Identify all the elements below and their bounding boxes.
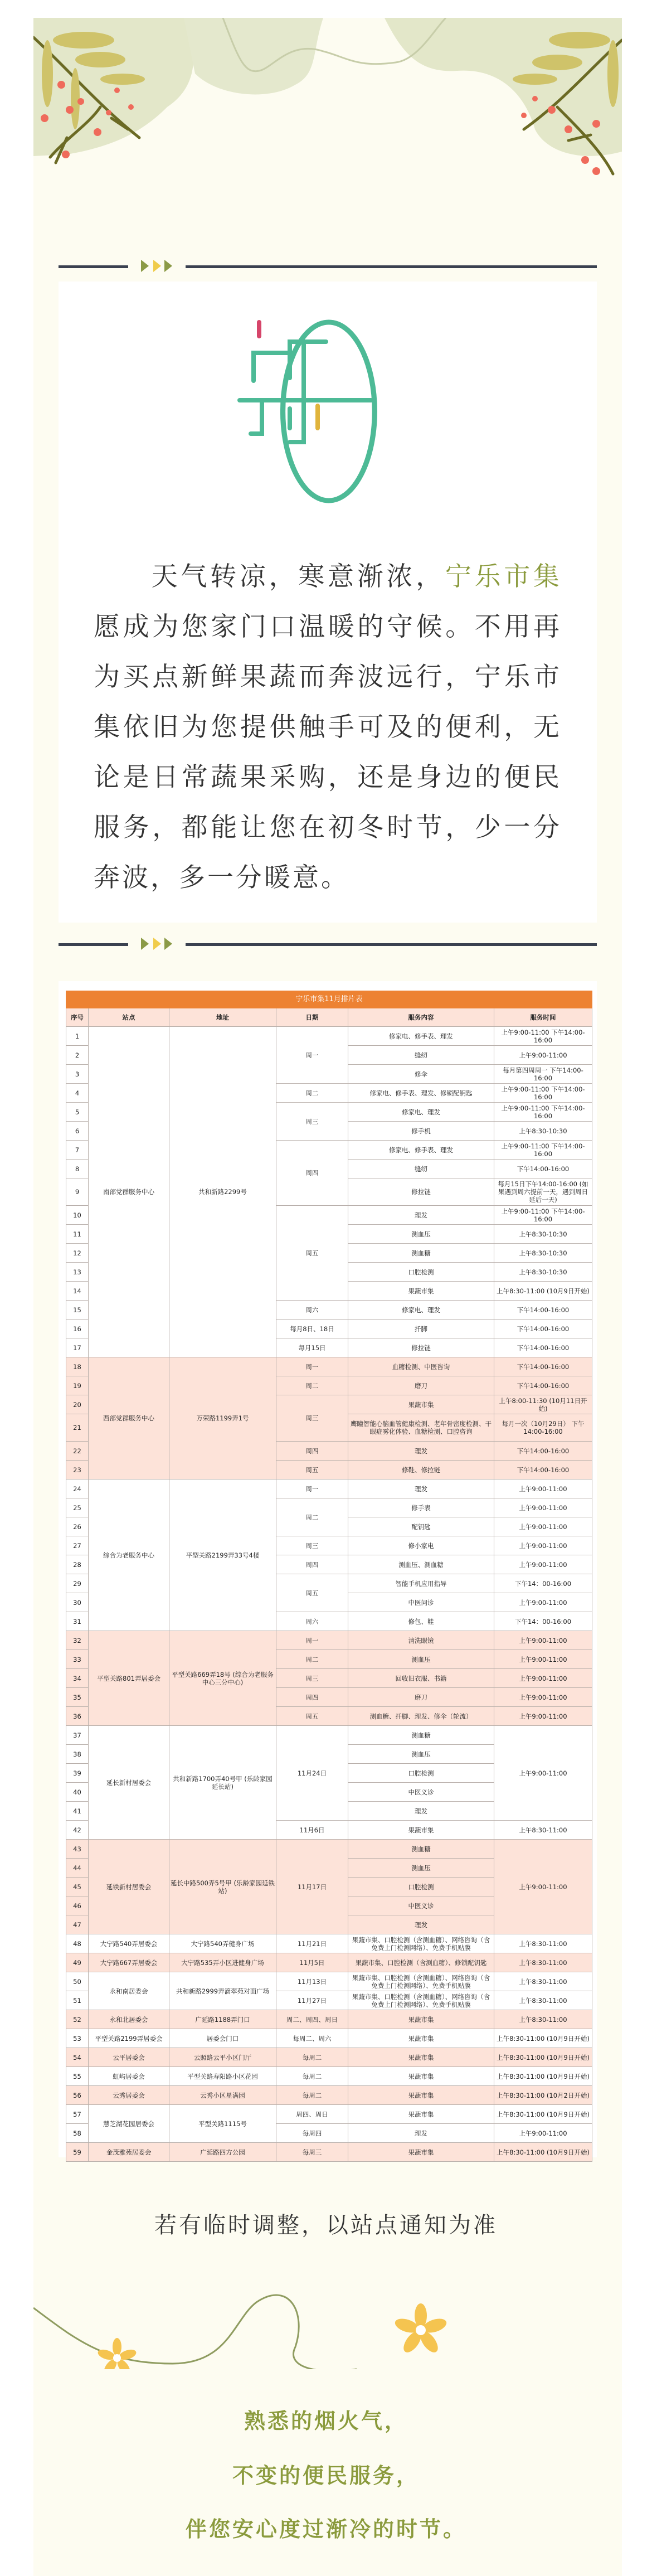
- cell-no: 53: [66, 2029, 89, 2048]
- cell-service: 修家电、修手表、理发: [348, 1027, 494, 1046]
- cell-service: 果蔬市集: [348, 2029, 494, 2048]
- cell-address: 平型关路寿阳路小区花园: [169, 2067, 276, 2086]
- cell-no: 41: [66, 1802, 89, 1821]
- cell-no: 17: [66, 1338, 89, 1357]
- section-divider: [59, 264, 597, 269]
- cell-address: 共和新路2299号: [169, 1027, 276, 1357]
- cell-no: 51: [66, 1991, 89, 2010]
- cell-service: 测血压: [348, 1745, 494, 1764]
- table-row: [66, 2086, 592, 2105]
- cell-service: 中医义诊: [348, 1783, 494, 1802]
- cell-address: 平型关路669弄18号 (综合为老服务中心三分中心): [169, 1631, 276, 1726]
- cell-time: 上午9:00-11:00: [494, 1498, 592, 1517]
- cell-service: 修拉链: [348, 1338, 494, 1357]
- col-header-service: 服务内容: [348, 1008, 494, 1027]
- cell-date: 11月6日: [276, 1821, 348, 1840]
- cell-station: 平型关路801弄居委会: [89, 1631, 169, 1726]
- cell-service: 缝纫: [348, 1046, 494, 1065]
- table-row: [66, 1027, 592, 1046]
- cell-no: 4: [66, 1084, 89, 1103]
- cell-time: 下午14:00-16:00: [494, 1319, 592, 1338]
- cell-date: 11月13日: [276, 1972, 348, 1991]
- cell-time: 上午8:30-11:00 (10月2日开始): [494, 2086, 592, 2105]
- cell-date: 每周二: [276, 2067, 348, 2086]
- cell-service: 鹰瞳智能心脑血管健康检测、老年骨密度检测、干眼症雾化体验、血糖检测、口腔咨询: [348, 1414, 494, 1442]
- cell-time: 上午9:00-11:00: [494, 1536, 592, 1555]
- cell-date: 每月8日、18日: [276, 1319, 348, 1338]
- cell-service: 血糖检测、中医咨询: [348, 1357, 494, 1376]
- cell-no: 47: [66, 1915, 89, 1934]
- flower-vine-decoration: [33, 2280, 591, 2369]
- cell-time: 上午9:00-11:00 下午14:00-16:00: [494, 1141, 592, 1160]
- cell-station: 大宁路540弄居委会: [89, 1934, 169, 1953]
- cell-no: 58: [66, 2124, 89, 2143]
- cell-date: 11月21日: [276, 1934, 348, 1953]
- cell-service: 理发: [348, 1479, 494, 1498]
- cell-no: 37: [66, 1726, 89, 1745]
- cell-service: 中医义诊: [348, 1896, 494, 1915]
- cell-no: 40: [66, 1783, 89, 1802]
- cell-no: 35: [66, 1688, 89, 1707]
- cell-service: 口腔检测: [348, 1878, 494, 1896]
- cell-service: 磨刀: [348, 1688, 494, 1707]
- cell-service: 磨刀: [348, 1376, 494, 1395]
- cell-service: 清洗眼镜: [348, 1631, 494, 1650]
- cell-service: 修包、鞋: [348, 1612, 494, 1631]
- cell-service: 果蔬市集: [348, 1821, 494, 1840]
- cell-time: 上午8:30-11:00 (10月9日开始): [494, 2029, 592, 2048]
- table-row: [66, 2105, 592, 2124]
- cell-time: 上午9:00-11:00: [494, 1046, 592, 1065]
- cell-service: 修手表: [348, 1498, 494, 1517]
- cell-station: 金茂雅苑居委会: [89, 2143, 169, 2162]
- cell-service: 测血压: [348, 1225, 494, 1244]
- cell-service: 修鞋、修拉链: [348, 1461, 494, 1479]
- cell-address: 平型关路1115号: [169, 2105, 276, 2143]
- table-row: [66, 1631, 592, 1650]
- cell-address: 平型关路2199弄33号4楼: [169, 1479, 276, 1631]
- cell-service: 测血压、测血糖: [348, 1555, 494, 1574]
- cell-no: 9: [66, 1178, 89, 1206]
- cell-address: 大宁路540弄健身广场: [169, 1934, 276, 1953]
- cell-date: 周五: [276, 1461, 348, 1479]
- cell-service: 测血糖、扦脚、理发、修伞（轮流）: [348, 1707, 494, 1726]
- cell-service: 配钥匙: [348, 1517, 494, 1536]
- cell-address: 共和新路2999弄滴翠苑对面广场: [169, 1972, 276, 2010]
- cell-service: 果蔬市集: [348, 2010, 494, 2029]
- cell-station: 永和南居委会: [89, 1972, 169, 2010]
- cell-service: 测血糖: [348, 1840, 494, 1859]
- ningle-logo-icon: [234, 319, 418, 503]
- cell-no: 44: [66, 1859, 89, 1878]
- cell-address: 广延路1188弄门口: [169, 2010, 276, 2029]
- cell-no: 25: [66, 1498, 89, 1517]
- cell-time: 上午8:30-10:30: [494, 1244, 592, 1263]
- cell-service: 修家电、修手表、理发、修锁配钥匙: [348, 1084, 494, 1103]
- section-divider: [59, 942, 597, 947]
- cell-no: 6: [66, 1122, 89, 1141]
- cell-service: 果蔬市集: [348, 2067, 494, 2086]
- arrow-icon: [164, 938, 172, 950]
- schedule-table: [66, 991, 592, 2162]
- cell-service: 理发: [348, 1442, 494, 1461]
- cell-service: 理发: [348, 1206, 494, 1225]
- cell-date: 周二: [276, 1084, 348, 1103]
- cell-no: 54: [66, 2048, 89, 2067]
- cell-service: 果蔬市集、口腔检测（含测血糖）、网络咨询（含免费上门检测网络）、免费手机贴膜: [348, 1991, 494, 2010]
- cell-date: 周二: [276, 1498, 348, 1536]
- cell-no: 5: [66, 1103, 89, 1122]
- cell-no: 42: [66, 1821, 89, 1840]
- cell-date: 周二、周四、周日: [276, 2010, 348, 2029]
- cell-date: 11月17日: [276, 1840, 348, 1934]
- cell-address: 延长中路500弄5号甲 (乐龄家园延铁站): [169, 1840, 276, 1934]
- cell-date: 11月24日: [276, 1726, 348, 1821]
- intro-body: 愿成为您家门口温暖的守候。不用再为买点新鲜果蔬而奔波远行，宁乐市集依旧为您提供触手可及的便利，无论是日常蔬果采购，还是身边的便民服务，都能让您在初冬时节，少一分奔波，多一分暖意。: [94, 612, 562, 893]
- cell-no: 10: [66, 1206, 89, 1225]
- closing-line-2: 不变的便民服务，: [232, 2463, 420, 2488]
- cell-no: 48: [66, 1934, 89, 1953]
- cell-no: 31: [66, 1612, 89, 1631]
- cell-date: 每周二: [276, 2048, 348, 2067]
- cell-service: 修家电、理发: [348, 1301, 494, 1319]
- cell-service: 修家电、修手表、理发: [348, 1141, 494, 1160]
- cell-service: 测血压: [348, 1650, 494, 1669]
- cell-time: 下午14:00-16:00: [494, 1461, 592, 1479]
- cell-service: 理发: [348, 2124, 494, 2143]
- cell-service: 果蔬市集、口腔检测（含测血糖）、网络咨询（含免费上门检测网络）、免费手机贴膜: [348, 1972, 494, 1991]
- cell-no: 11: [66, 1225, 89, 1244]
- cell-time: 上午8:30-11:00 (10月9日开始): [494, 2067, 592, 2086]
- cell-station: 南部党群服务中心: [89, 1027, 169, 1357]
- cell-address: 云照路云平小区门厅: [169, 2048, 276, 2067]
- cell-no: 34: [66, 1669, 89, 1688]
- cell-date: 周二: [276, 1376, 348, 1395]
- cell-date: 周一: [276, 1027, 348, 1084]
- cell-no: 21: [66, 1414, 89, 1442]
- cell-time: 上午9:00-11:00: [494, 1517, 592, 1536]
- cell-address: 居委会门口: [169, 2029, 276, 2048]
- cell-no: 1: [66, 1027, 89, 1046]
- cell-date: 周三: [276, 1536, 348, 1555]
- cell-service: 修拉链: [348, 1178, 494, 1206]
- cell-no: 38: [66, 1745, 89, 1764]
- cell-service: 回收旧衣服、书籍: [348, 1669, 494, 1688]
- cell-time: 每月一次（10月29日） 下午14:00-16:00: [494, 1414, 592, 1442]
- cell-service: 测血糖: [348, 1726, 494, 1745]
- cell-service: 扦脚: [348, 1319, 494, 1338]
- brand-highlight: 宁乐市集: [445, 561, 562, 592]
- cell-station: 综合为老服务中心: [89, 1479, 169, 1631]
- cell-date: 每月15日: [276, 1338, 348, 1357]
- cell-time: 每月15日下午14:00-16:00 (如果遇到周六提前一天，遇到周日延后一天): [494, 1178, 592, 1206]
- cell-time: 上午8:30-11:00: [494, 1934, 592, 1953]
- cell-date: 周四: [276, 1442, 348, 1461]
- table-row: [66, 1934, 592, 1953]
- cell-service: 理发: [348, 1802, 494, 1821]
- cell-date: 周二: [276, 1650, 348, 1669]
- col-header-no: 序号: [66, 1008, 89, 1027]
- table-row: [66, 1479, 592, 1498]
- arrow-icon: [141, 938, 149, 950]
- table-row: [66, 2143, 592, 2162]
- cell-service: 果蔬市集: [348, 2086, 494, 2105]
- cell-time: 上午8:30-11:00 (10月9日开始): [494, 2105, 592, 2124]
- cell-time: 上午8:30-11:00 (10月9日开始): [494, 1282, 592, 1301]
- cell-time: 下午14:00-16:00: [494, 1376, 592, 1395]
- closing-line-3: 伴您安心度过渐冷的时节。: [185, 2517, 466, 2541]
- cell-no: 27: [66, 1536, 89, 1555]
- cell-address: 大宁路535弄小区进健身广场: [169, 1953, 276, 1972]
- cell-date: 周六: [276, 1301, 348, 1319]
- cell-no: 55: [66, 2067, 89, 2086]
- cell-address: 共和新路1700弄40号甲 (乐龄家园延长站): [169, 1726, 276, 1840]
- table-row: [66, 1726, 592, 1745]
- cell-date: 周四、周日: [276, 2105, 348, 2124]
- cell-date: 周三: [276, 1103, 348, 1141]
- cell-station: 延铁新村居委会: [89, 1840, 169, 1934]
- cell-time: 上午9:00-11:00: [494, 1593, 592, 1612]
- cell-time: 上午8:30-10:30: [494, 1122, 592, 1141]
- cell-time: 上午9:00-11:00: [494, 1669, 592, 1688]
- cell-service: 理发: [348, 1915, 494, 1934]
- cell-time: 上午8:30-11:00: [494, 1953, 592, 1972]
- cell-no: 46: [66, 1896, 89, 1915]
- table-row: [66, 2048, 592, 2067]
- cell-date: 11月5日: [276, 1953, 348, 1972]
- cell-no: 32: [66, 1631, 89, 1650]
- schedule-body: [66, 1027, 592, 2162]
- cell-time: 上午8:30-11:00 (10月9日开始): [494, 2143, 592, 2162]
- cell-no: 2: [66, 1046, 89, 1065]
- cell-no: 30: [66, 1593, 89, 1612]
- cell-service: 果蔬市集: [348, 2105, 494, 2124]
- cell-time: 上午8:30-10:30: [494, 1225, 592, 1244]
- intro-paragraph: [94, 552, 562, 903]
- adjustment-notice: 若有临时调整，以站点通知为准: [154, 2213, 498, 2238]
- intro-lead: 天气转凉，寒意渐浓，: [150, 561, 445, 592]
- cell-no: 19: [66, 1376, 89, 1395]
- cell-no: 15: [66, 1301, 89, 1319]
- cell-date: 周三: [276, 1669, 348, 1688]
- cell-service: 果蔬市集、口腔检测（含测血糖）、修锁配钥匙: [348, 1953, 494, 1972]
- cell-service: 修伞: [348, 1065, 494, 1084]
- cell-no: 16: [66, 1319, 89, 1338]
- cell-date: 周五: [276, 1206, 348, 1301]
- cell-time: 下午14:00-16:00: [494, 1338, 592, 1357]
- arrow-icon: [141, 260, 149, 272]
- table-title: 宁乐市集11月排片表: [66, 991, 592, 1008]
- cell-service: 缝纫: [348, 1160, 494, 1178]
- arrow-icon: [153, 260, 161, 272]
- cell-time: 下午14：00-16:00: [494, 1574, 592, 1593]
- table-row: [66, 1357, 592, 1376]
- cell-time: 上午8:30-11:00: [494, 1972, 592, 1991]
- cell-service: 智能手机应用指导: [348, 1574, 494, 1593]
- cell-date: 周三: [276, 1395, 348, 1442]
- cell-time: 上午9:00-11:00: [494, 1555, 592, 1574]
- cell-time: 上午8:30-10:30: [494, 1263, 592, 1282]
- cell-time: 下午14：00-16:00: [494, 1612, 592, 1631]
- cell-station: 永和北居委会: [89, 2010, 169, 2029]
- cell-time: 上午8:30-11:00 (10月9日开始): [494, 2048, 592, 2067]
- cell-time: 上午8:30-11:00: [494, 1991, 592, 2010]
- cell-station: 慧芝湖花园居委会: [89, 2105, 169, 2143]
- cell-date: 每周二、周六: [276, 2029, 348, 2048]
- cell-no: 3: [66, 1065, 89, 1084]
- cell-station: 西部党群服务中心: [89, 1357, 169, 1479]
- cell-no: 23: [66, 1461, 89, 1479]
- col-header-time: 服务时间: [494, 1008, 592, 1027]
- cell-time: 每月第四周周一 下午14:00-16:00: [494, 1065, 592, 1084]
- cell-date: 每周三: [276, 2143, 348, 2162]
- cell-time: 上午8:00-11:30 (10月11日开始): [494, 1395, 592, 1414]
- cell-date: 周一: [276, 1357, 348, 1376]
- cell-station: 延长新村居委会: [89, 1726, 169, 1840]
- cell-date: 周四: [276, 1688, 348, 1707]
- cell-time: 上午9:00-11:00: [494, 1479, 592, 1498]
- arrow-icon: [164, 260, 172, 272]
- col-header-address: 地址: [169, 1008, 276, 1027]
- cell-no: 43: [66, 1840, 89, 1859]
- cell-date: 周一: [276, 1631, 348, 1650]
- cell-date: 周四: [276, 1141, 348, 1206]
- cell-no: 28: [66, 1555, 89, 1574]
- cell-station: 云秀居委会: [89, 2086, 169, 2105]
- cell-address: 万荣路1199弄1号: [169, 1357, 276, 1479]
- cell-no: 39: [66, 1764, 89, 1783]
- cell-station: 大宁路667弄居委会: [89, 1953, 169, 1972]
- cell-time: 上午9:00-11:00 下午14:00-16:00: [494, 1084, 592, 1103]
- cell-no: 13: [66, 1263, 89, 1282]
- cell-no: 22: [66, 1442, 89, 1461]
- col-header-date: 日期: [276, 1008, 348, 1027]
- cell-time: 上午9:00-11:00 下午14:00-16:00: [494, 1103, 592, 1122]
- cell-service: 果蔬市集: [348, 2048, 494, 2067]
- cell-service: 果蔬市集: [348, 1395, 494, 1414]
- cell-service: 果蔬市集: [348, 1282, 494, 1301]
- cell-time: 上午9:00-11:00: [494, 1840, 592, 1934]
- cell-no: 57: [66, 2105, 89, 2124]
- cell-service: 修家电、理发: [348, 1103, 494, 1122]
- cell-address: 广延路四方公园: [169, 2143, 276, 2162]
- cell-service: 测血糖: [348, 1244, 494, 1263]
- cell-service: 果蔬市集: [348, 2143, 494, 2162]
- cell-no: 59: [66, 2143, 89, 2162]
- cell-no: 14: [66, 1282, 89, 1301]
- cell-time: 上午9:00-11:00 下午14:00-16:00: [494, 1027, 592, 1046]
- cell-time: 下午14:00-16:00: [494, 1442, 592, 1461]
- cell-time: 下午14:00-16:00: [494, 1160, 592, 1178]
- cell-no: 29: [66, 1574, 89, 1593]
- table-row: [66, 1953, 592, 1972]
- cell-service: 果蔬市集、口腔检测（含测血糖）、网络咨询（含免费上门检测网络）、免费手机贴膜: [348, 1934, 494, 1953]
- cell-no: 50: [66, 1972, 89, 1991]
- cell-date: 周四: [276, 1555, 348, 1574]
- cell-time: 下午14:00-16:00: [494, 1301, 592, 1319]
- cell-time: 上午9:00-11:00: [494, 1726, 592, 1821]
- floral-header-illustration: [33, 18, 622, 202]
- table-row: [66, 1972, 592, 1991]
- cell-no: 36: [66, 1707, 89, 1726]
- table-row: [66, 2029, 592, 2048]
- cell-service: 口腔检测: [348, 1263, 494, 1282]
- cell-service: 口腔检测: [348, 1764, 494, 1783]
- cell-date: 周六: [276, 1612, 348, 1631]
- cell-time: 下午14:00-16:00: [494, 1357, 592, 1376]
- table-row: [66, 1840, 592, 1859]
- cell-station: 平型关路2199弄居委会: [89, 2029, 169, 2048]
- cell-address: 云秀小区星满园: [169, 2086, 276, 2105]
- cell-no: 7: [66, 1141, 89, 1160]
- cell-station: 虹屿居委会: [89, 2067, 169, 2086]
- table-row: [66, 2067, 592, 2086]
- cell-date: 每周二: [276, 2086, 348, 2105]
- cell-time: 上午8:30-11:00: [494, 2010, 592, 2029]
- cell-time: 上午9:00-11:00: [494, 1688, 592, 1707]
- cell-time: 上午9:00-11:00: [494, 1631, 592, 1650]
- cell-time: 上午9:00-11:00: [494, 2124, 592, 2143]
- cell-no: 20: [66, 1395, 89, 1414]
- cell-time: 上午9:00-11:00: [494, 1650, 592, 1669]
- cell-service: 测血压: [348, 1859, 494, 1878]
- cell-date: 11月27日: [276, 1991, 348, 2010]
- cell-service: 中医问诊: [348, 1593, 494, 1612]
- cell-time: 上午9:00-11:00 下午14:00-16:00: [494, 1206, 592, 1225]
- cell-no: 33: [66, 1650, 89, 1669]
- cell-no: 12: [66, 1244, 89, 1263]
- cell-station: 云平居委会: [89, 2048, 169, 2067]
- cell-date: 周五: [276, 1574, 348, 1612]
- cell-no: 49: [66, 1953, 89, 1972]
- col-header-station: 站点: [89, 1008, 169, 1027]
- closing-line-1: 熟悉的烟火气，: [244, 2409, 408, 2433]
- cell-service: 修小家电: [348, 1536, 494, 1555]
- cell-service: 修手机: [348, 1122, 494, 1141]
- cell-no: 24: [66, 1479, 89, 1498]
- cell-date: 每周四: [276, 2124, 348, 2143]
- cell-no: 45: [66, 1878, 89, 1896]
- cell-date: 周一: [276, 1479, 348, 1498]
- cell-time: 上午9:00-11:00: [494, 1707, 592, 1726]
- cell-no: 8: [66, 1160, 89, 1178]
- cell-no: 18: [66, 1357, 89, 1376]
- table-row: [66, 2010, 592, 2029]
- cell-time: 上午8:30-11:00: [494, 1821, 592, 1840]
- cell-no: 52: [66, 2010, 89, 2029]
- cell-no: 26: [66, 1517, 89, 1536]
- cell-date: 周五: [276, 1707, 348, 1726]
- arrow-icon: [153, 938, 161, 950]
- cell-no: 56: [66, 2086, 89, 2105]
